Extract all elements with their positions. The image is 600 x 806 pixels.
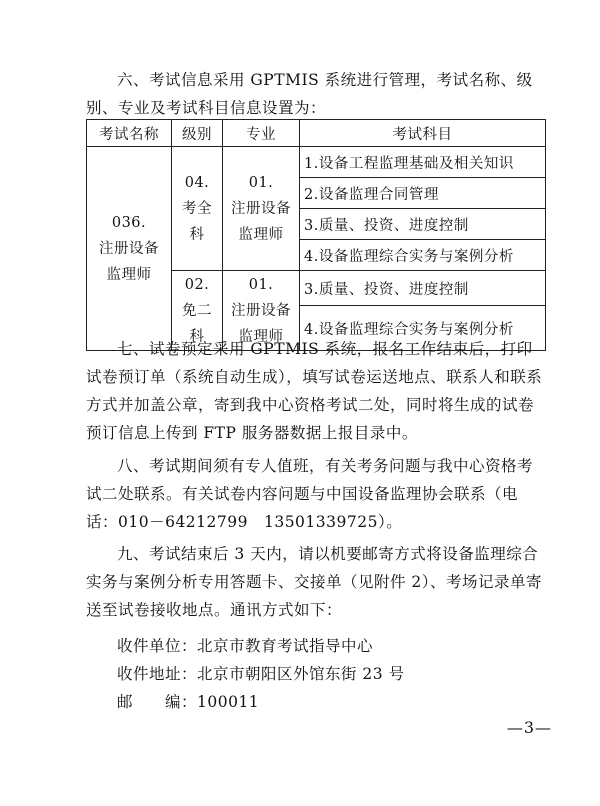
table-row xyxy=(87,147,546,178)
section-6-paragraph: 六、考试信息采用 GPTMIS 系统进行管理，考试名称、级别、专业及考试科目信息设置为： xyxy=(86,71,533,117)
level-cell-2: 02. 免二 科 xyxy=(172,271,223,351)
subject-cell: 4.设备监理综合实务与案例分析 xyxy=(300,306,546,351)
section-9-paragraph: 九、考试结束后 3 天内，请以机要邮寄方式将设备监理综合实务与案例分析专用答题卡、交接单（见附件 2）、考场记录单寄送至试卷接收地点。通讯方式如下： xyxy=(86,545,543,619)
level-cell-1: 04. 考全 科 xyxy=(172,147,223,271)
exam-name-cell: 036. 注册设备 监理师 xyxy=(87,147,172,351)
header-major: 专业 xyxy=(223,120,300,147)
page-number: —3— xyxy=(506,718,552,737)
subject-cell: 3.质量、投资、进度控制 xyxy=(300,209,546,240)
subject-cell: 4.设备监理综合实务与案例分析 xyxy=(300,240,546,271)
table-header-row xyxy=(87,120,546,147)
major-cell-1: 01. 注册设备 监理师 xyxy=(223,147,300,271)
header-subject: 考试科目 xyxy=(300,120,546,147)
postcode-line: 邮 编：100011 xyxy=(117,693,260,711)
address-line: 收件地址：北京市朝阳区外馆东街 23 号 xyxy=(117,665,405,683)
subject-cell: 1.设备工程监理基础及相关知识 xyxy=(300,147,546,178)
subject-cell: 3.质量、投资、进度控制 xyxy=(300,271,546,306)
major-cell-2: 01. 注册设备 监理师 xyxy=(223,271,300,351)
recipient-line: 收件单位：北京市教育考试指导中心 xyxy=(117,637,374,655)
section-7-paragraph: 七、试卷预定采用 GPTMIS 系统，报名工作结束后，打印试卷预订单（系统自动生成），填写试卷运送地点、联系人和联系方式并加盖公章，寄到我中心资格考试二处，同时将生成的试卷预订信息上传到 FTP 服务器数据上报目录中。 xyxy=(86,340,543,442)
header-exam-name: 考试名称 xyxy=(87,120,172,147)
exam-info-table xyxy=(86,119,546,351)
subject-cell: 2.设备监理合同管理 xyxy=(300,178,546,209)
header-level: 级别 xyxy=(172,120,223,147)
section-8-paragraph: 八、考试期间须有专人值班，有关考务问题与我中心资格考试二处联系。有关试卷内容问题与中国设备监理协会联系（电话：010－64212799 13501339725）。 xyxy=(86,457,534,531)
